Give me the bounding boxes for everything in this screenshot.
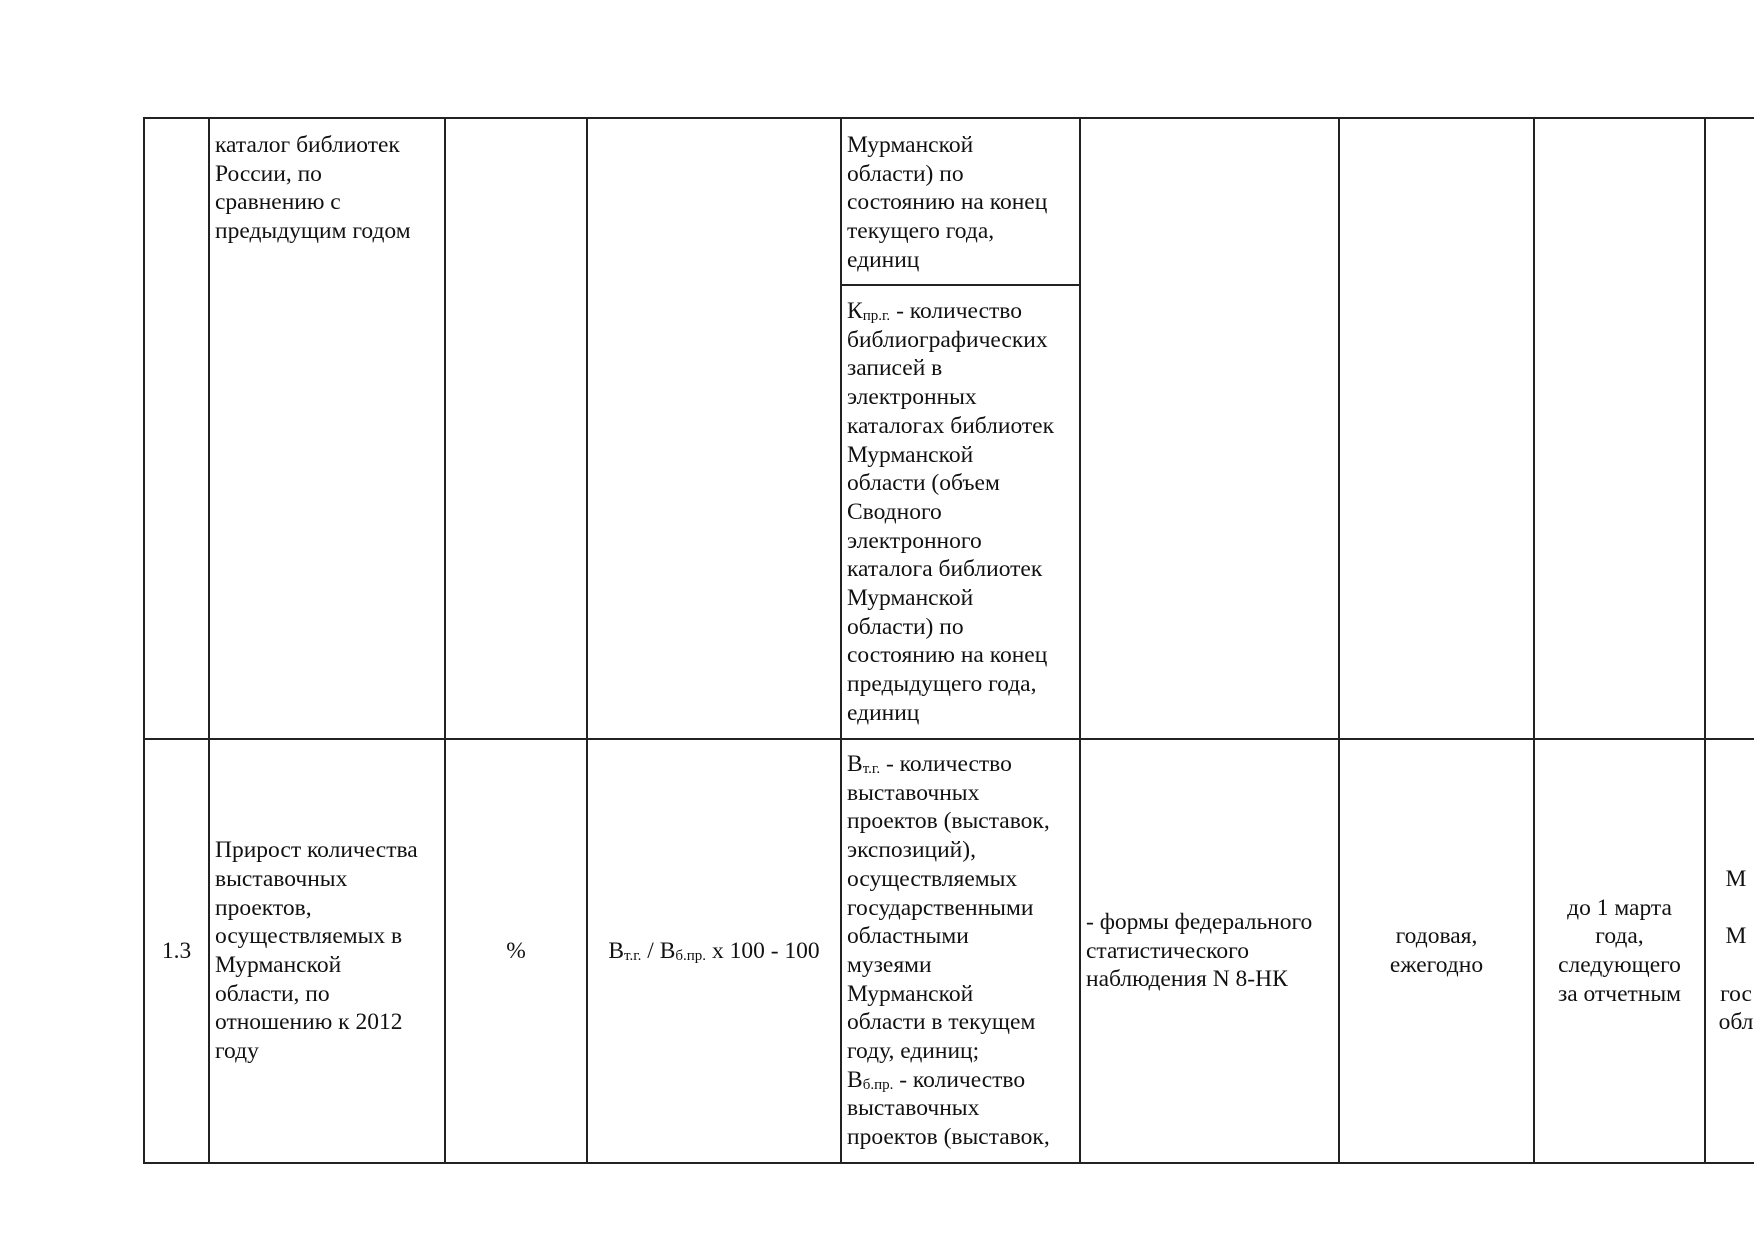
data-source-cell: [1086, 740, 1338, 1162]
formula-symbol-a: В: [608, 937, 625, 964]
variable-subscript: б.пр.: [862, 1076, 894, 1093]
deadline-cell: [1535, 740, 1704, 1162]
variable-description: - количество выставочных проектов (выставок,: [847, 1066, 1050, 1151]
indicator-cell: [215, 740, 443, 1162]
variable-subscript: т.г.: [862, 761, 881, 777]
table-top-border: [143, 117, 1754, 119]
formula-subscript-b: б.пр.: [675, 947, 707, 964]
formula-text: [608, 937, 819, 966]
row-number: [145, 740, 208, 1162]
unit-cell: [446, 740, 586, 1162]
column-border: [208, 117, 210, 1163]
indicator-text: Прирост количества выставочных проектов, осуществляемых в Мурманской области, по отношению к 2012 году: [215, 837, 418, 1065]
frequency-text: годовая, ежегодно: [1389, 923, 1484, 978]
variable-descriptions: [847, 750, 1079, 1162]
responsible-text: М М гос обл: [1718, 865, 1754, 1036]
row-number-text: 1.3: [161, 937, 192, 964]
indicator-cell-continued: каталог библиотек России, по сравнению с предыдущим годом: [215, 132, 411, 245]
variable-symbol: К: [847, 298, 863, 324]
variable-symbol: В: [847, 1066, 863, 1093]
variable-previous-year: [847, 297, 1079, 728]
formula-symbol-b: В: [659, 937, 676, 964]
variable-symbol: В: [847, 751, 863, 777]
formula-subcell-divider: [840, 284, 1079, 286]
variable-description: - количество выставочных проектов (выставок, экспозиций), осуществляемых государственными областными музеями Мурманской области в текущем году, единиц;: [847, 751, 1050, 1065]
data-source-text: - формы федерального статистического наблюдения N 8-НК: [1086, 908, 1313, 993]
frequency-cell: [1340, 740, 1533, 1162]
formula-separator: /: [641, 937, 660, 964]
formula-tail: х 100 - 100: [706, 937, 820, 964]
responsible-cell-clipped: [1706, 740, 1754, 1162]
formula-cell: [588, 740, 840, 1162]
variable-subscript: пр.г.: [862, 308, 891, 324]
table-bottom-border: [143, 1162, 1754, 1164]
variable-description: - количество библиографических записей в электронных каталогах библиотек Мурманской области (объем Сводного электронного каталога библиотек Мурманской области) по состоянию на конец предыдущего года, единиц: [847, 298, 1055, 726]
formula-subscript-a: т.г.: [624, 947, 642, 964]
unit-text: %: [506, 937, 526, 964]
deadline-text: до 1 марта года, следующего за отчетным: [1557, 894, 1682, 1007]
column-border: [840, 117, 842, 1163]
variable-current-continued: Мурманской области) по состоянию на конец текущего года, единиц: [847, 132, 1048, 273]
column-border: [1079, 117, 1081, 1163]
